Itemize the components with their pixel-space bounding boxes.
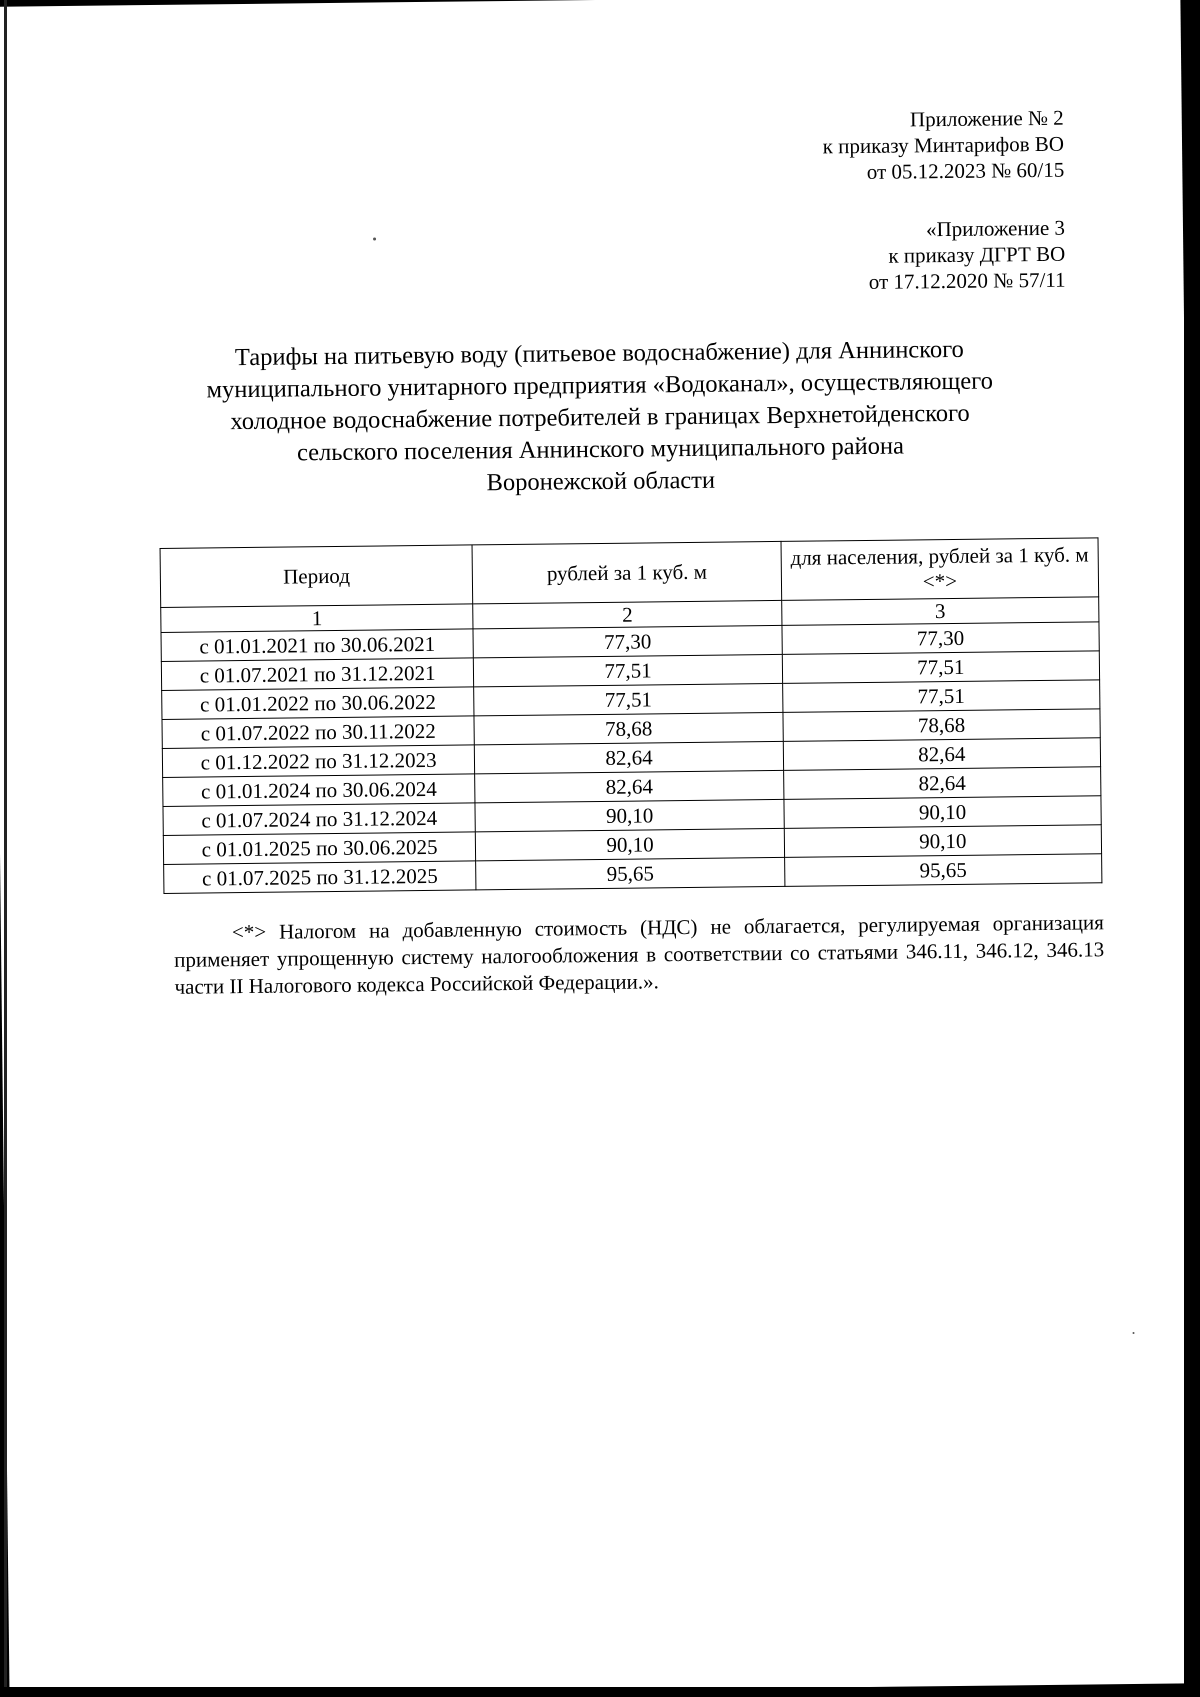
title-line5: Воронежской области: [486, 466, 716, 497]
tax-footnote: [174, 909, 1105, 1001]
title-line3: холодное водоснабжение потребителей в границах Верхнетойденского: [230, 399, 970, 436]
period-cell: с 01.07.2025 по 31.12.2025: [164, 861, 477, 894]
rate-cell: 95,65: [476, 857, 785, 889]
scan-bottom-border: [0, 1687, 1200, 1697]
period-cell: с 01.01.2021 по 30.06.2021: [161, 629, 474, 662]
annex-current-line2: к приказу Минтарифов ВО: [822, 131, 1065, 159]
rate-cell: 82,64: [475, 741, 784, 773]
period-cell: с 01.07.2021 по 31.12.2021: [161, 658, 474, 691]
population-rate-cell: 95,65: [784, 854, 1101, 887]
population-rate-cell: 82,64: [783, 738, 1100, 771]
scan-speck: [373, 238, 376, 241]
title-line2: муниципального унитарного предприятия «Водоканал», осуществляющего: [206, 367, 994, 404]
rate-cell: 90,10: [475, 799, 784, 831]
scan-speck: [1133, 1332, 1135, 1334]
title-line1: Тарифы на питьевую воду (питьевое водоснабжение) для Аннинского: [234, 335, 964, 372]
footnote-indent: [174, 939, 232, 940]
rate-cell: 77,30: [473, 625, 782, 657]
header-period: Период: [160, 545, 473, 608]
annex-original-line3: от 17.12.2020 № 57/11: [868, 267, 1066, 294]
period-cell: с 01.07.2024 по 31.12.2024: [163, 803, 476, 836]
annex-original-line2: к приказу ДГРТ ВО: [888, 241, 1066, 268]
annex-original-line1: «Приложение 3: [925, 215, 1066, 242]
rate-cell: 82,64: [475, 770, 784, 802]
population-rate-cell: 82,64: [783, 767, 1100, 800]
population-rate-cell: 90,10: [784, 796, 1101, 829]
table-header-row: [160, 538, 1099, 608]
population-rate-cell: 90,10: [784, 825, 1101, 858]
rate-cell: 77,51: [474, 683, 783, 715]
rate-cell: 77,51: [474, 654, 783, 686]
title-line4: сельского поселения Аннинского муниципального района: [296, 432, 905, 467]
document-title: [159, 333, 1041, 503]
header-population-rate: для населения, рублей за 1 куб. м <*>: [781, 538, 1099, 601]
population-rate-cell: 78,68: [783, 709, 1100, 742]
column-number: 3: [782, 597, 1099, 626]
tariff-table: [160, 537, 1103, 894]
period-cell: с 01.12.2022 по 31.12.2023: [162, 745, 475, 778]
footnote-text: <*> Налогом на добавленную стоимость (НДС) не облагается, регулируемая организация применяет упрощенную систему налогообложения в соответствии со статьями 346.11, 346.12, 346.13 части II Налогового кодекса Российской Федерации.».: [174, 910, 1105, 999]
annex-current-header: [822, 105, 1064, 186]
rate-cell: 78,68: [474, 712, 783, 744]
rate-cell: 90,10: [476, 828, 785, 860]
column-number: 1: [161, 604, 474, 633]
period-cell: с 01.07.2022 по 30.11.2022: [162, 716, 475, 749]
population-rate-cell: 77,51: [782, 651, 1099, 684]
annex-original-header: [868, 215, 1066, 295]
annex-current-line1: Приложение № 2: [909, 105, 1064, 132]
period-cell: с 01.01.2025 по 30.06.2025: [163, 832, 476, 865]
annex-current-line3: от 05.12.2023 № 60/15: [866, 157, 1065, 184]
column-number: 2: [473, 600, 782, 628]
population-rate-cell: 77,30: [782, 622, 1099, 655]
scan-left-border: [4, 0, 7, 1697]
period-cell: с 01.01.2022 по 30.06.2022: [162, 687, 475, 720]
header-rate: рублей за 1 куб. м: [472, 541, 781, 603]
population-rate-cell: 77,51: [782, 680, 1099, 713]
period-cell: с 01.01.2024 по 30.06.2024: [163, 774, 476, 807]
scan-right-border: [1184, 0, 1200, 1697]
